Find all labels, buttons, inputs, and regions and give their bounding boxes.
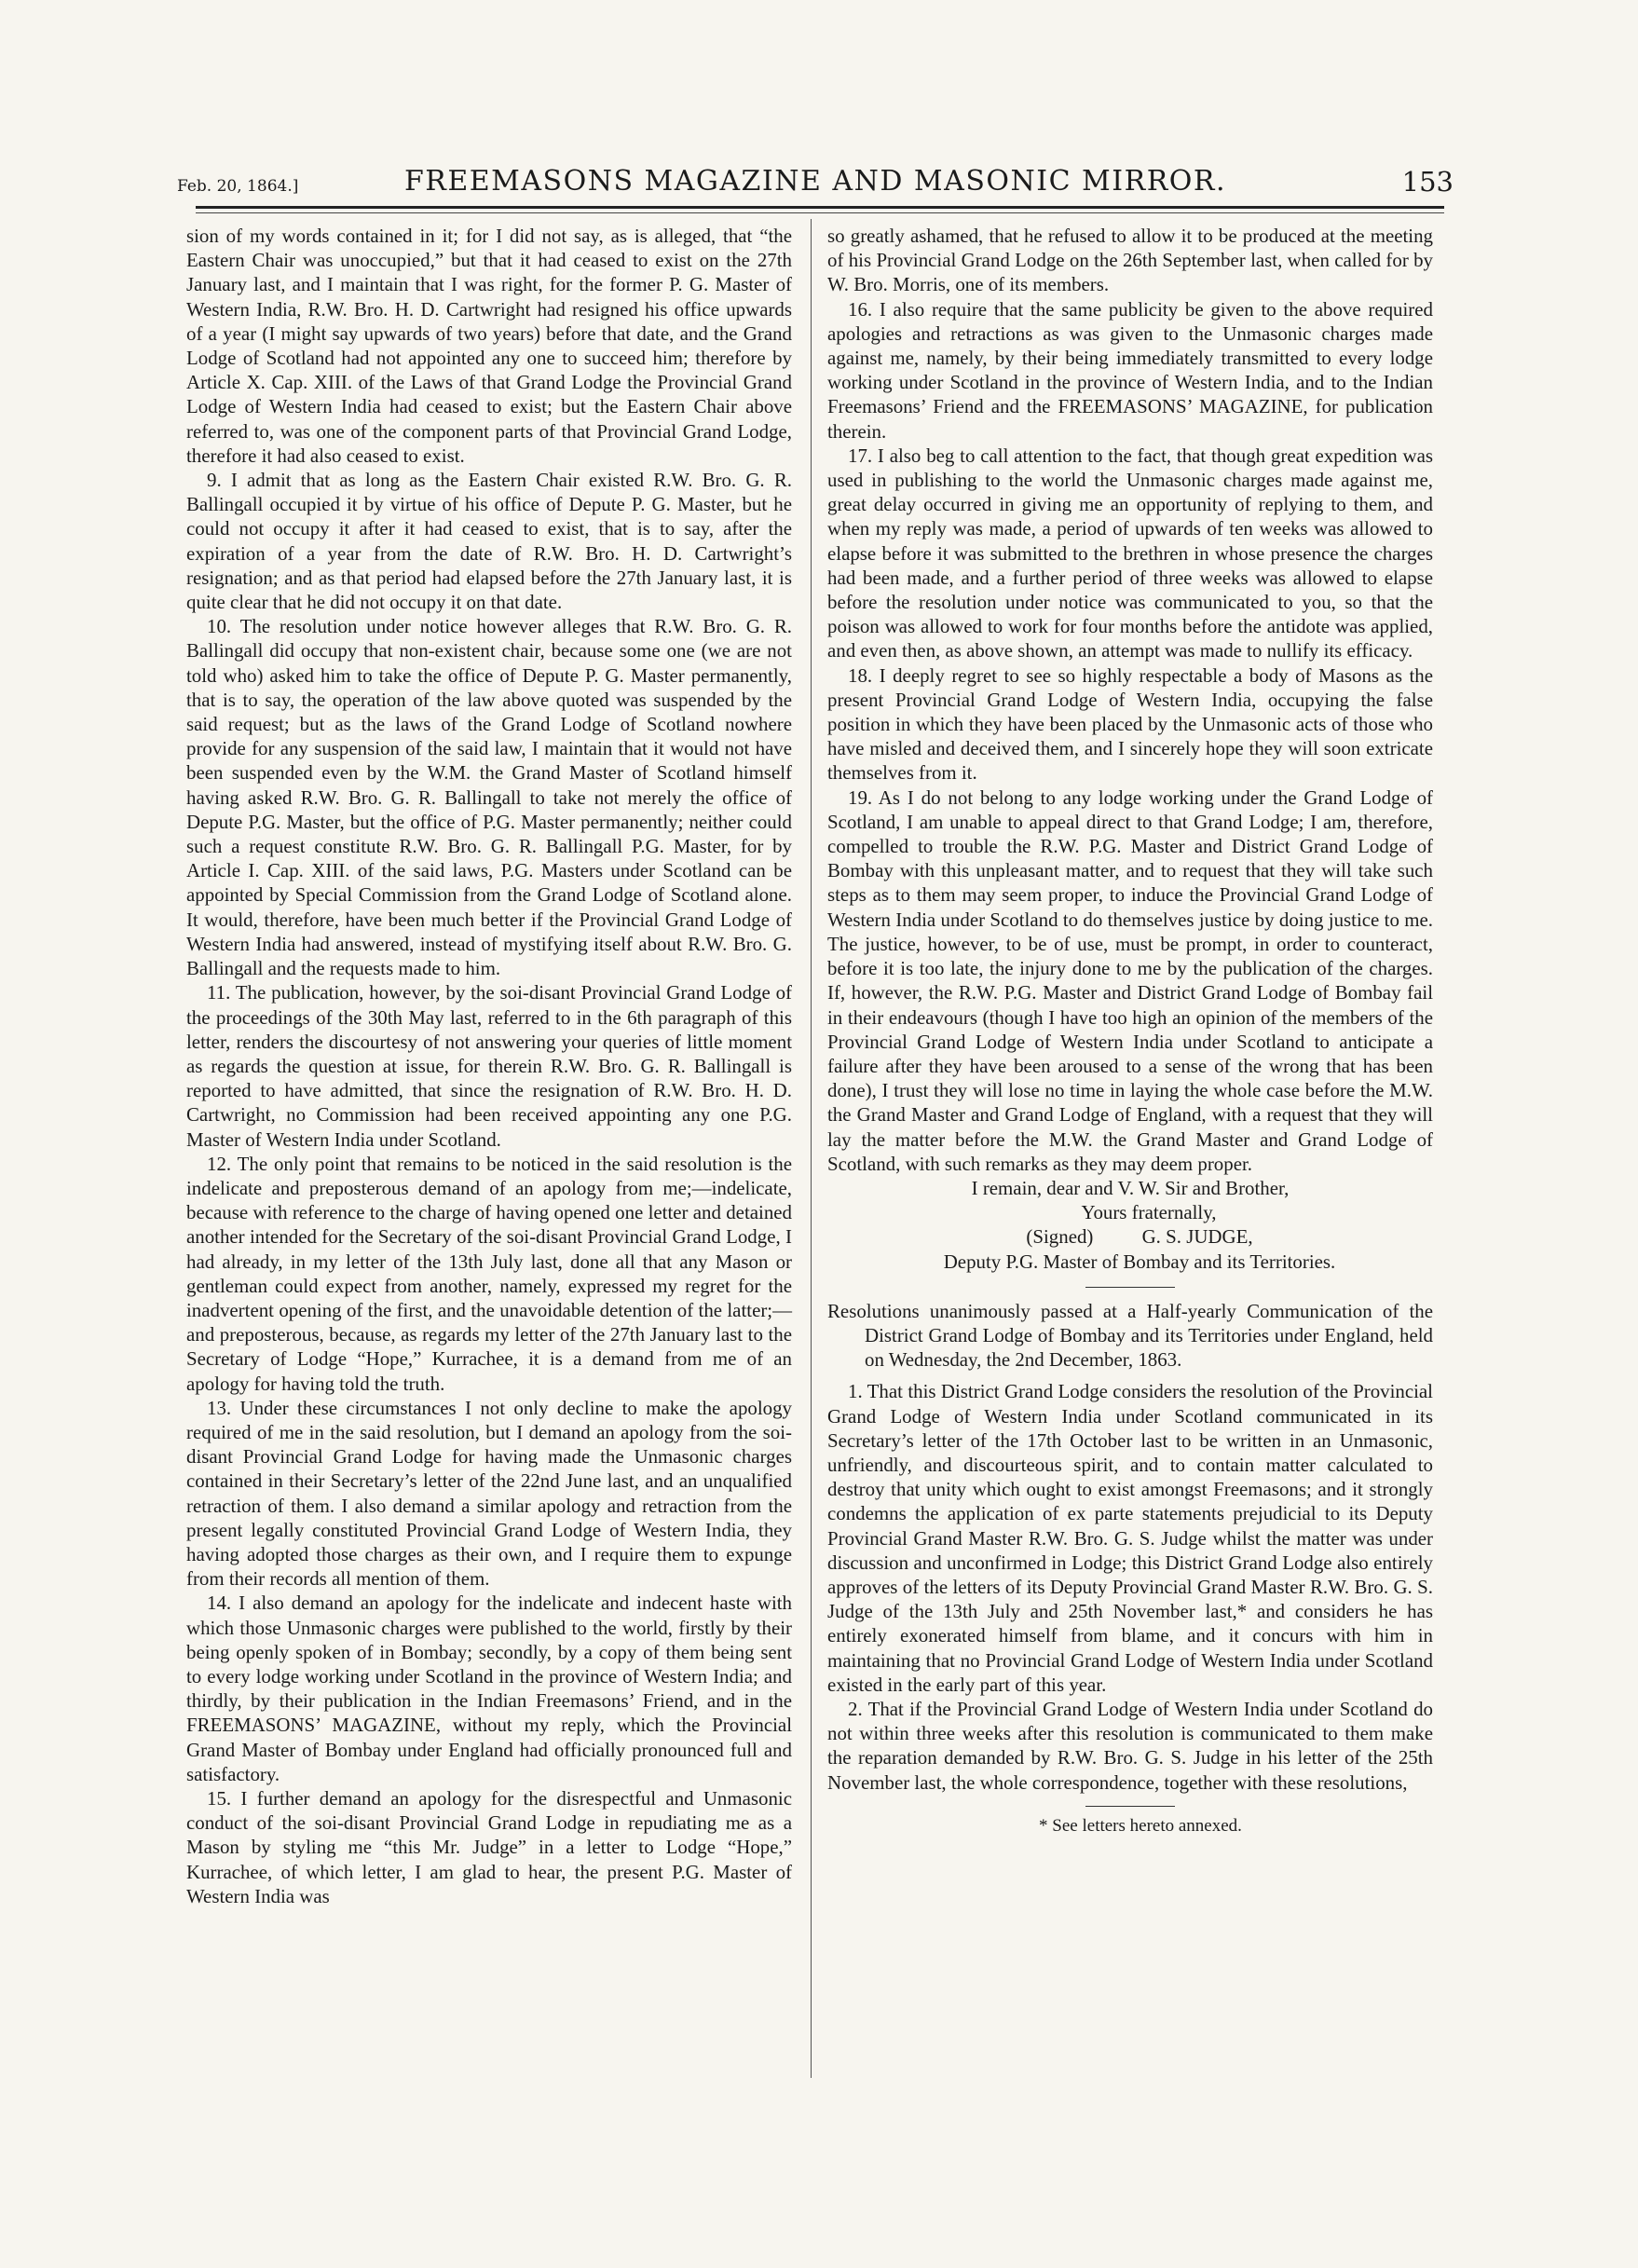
signoff-closing: I remain, dear and V. W. Sir and Brother, [971,1176,1290,1199]
footnote: * See letters hereto annexed. [1039,1815,1242,1836]
resolution-item: 2. That if the Provincial Grand Lodge of Western India under Scotland do not within three weeks after this resolution is communicated to them make the reparation demanded by R.W. Bro. G. S. Judge in his letter of the 25th November last, the whole correspondence, together with these resolutions, [827,1697,1433,1794]
paragraph: 17. I also beg to call attention to the fact, that though great expedition was used in publishing to the world the Unmasonic charges made against me, great delay occurred in giving me an opportunity of replying to them, and when my reply was made, a period of upwards of ten weeks was allowed to elapse before it was submitted to the brethren in whose presence the charges had been made, and a further period of three weeks was allowed to elapse before the resolution under notice was communicated to you, so that the poison was allowed to work for four months before the antidote was applied, and even then, as above shown, an attempt was made to nullify its efficacy. [827,444,1433,663]
issue-date: Feb. 20, 1864.] [177,177,299,196]
section-divider [1085,1287,1175,1288]
resolution-item: 1. That this District Grand Lodge considers the resolution of the Provincial Grand Lodge of Western India under Scotland communicated in its Secretary’s letter of the 17th October last to be written in an Unmasonic, unfriendly, and discourteous spirit, and to contain matter calculated to destroy that unity which ought to exist amongst Freemasons; and it strongly condemns the application of ex parte statements prejudicial to its Deputy Provincial Grand Master R.W. Bro. G. S. Judge whilst the matter was under discussion and unconfirmed in Lodge; this District Grand Lodge also entirely approves of the letters of its Deputy Provincial Grand Master R.W. Bro. G. S. Judge of the 13th July and 25th November last,* and considers he has entirely exonerated himself from blame, and it concurs with him in maintaining that no Provincial Grand Lodge of Western India under Scotland existed in the early part of this year. [827,1380,1433,1696]
resolutions-heading: Resolutions unanimously passed at a Half-yearly Communication of the District Grand Lodge of Bombay and its Territories under England, held on Wednesday, the 2nd December, 1863. [827,1299,1433,1372]
signoff-title: Deputy P.G. Master of Bombay and its Territories. [943,1250,1336,1273]
publication-title: FREEMASONS MAGAZINE AND MASONIC MIRROR. [403,165,1227,198]
paragraph: 16. I also require that the same publicity be given to the above required apologies and retractions as was given to the Unmasonic charges made against me, namely, by their being immediately transmitted to every lodge working under Scotland in the province of Western India, and to the Indian Freemasons’ Friend and the FREEMASONS’ MAGAZINE, for publication therein. [827,297,1433,443]
page-number: 153 [1401,166,1454,198]
paragraph: 10. The resolution under notice however alleges that R.W. Bro. G. R. Ballingall did occupy that non-existent chair, because some one (we are not told who) asked him to take the office of Depute P. G. Master permanently, that is to say, the operation of the law above quoted was suspended by the said request; but as the laws of the Grand Lodge of Scotland nowhere provide for any suspension of the said law, I maintain that it would not have been suspended even by the W.M. the Grand Master of Scotland himself having asked R.W. Bro. G. R. Ballingall to take not merely the office of Depute P.G. Master, but the office of P.G. Master permanently; neither could such a request constitute R.W. Bro. G. R. Ballingall P.G. Master, for by Article I. Cap. XIII. of the said laws, P.G. Masters under Scotland can be appointed by Special Commission from the Grand Lodge of Scotland alone. It would, therefore, have been much better if the Provincial Grand Lodge of Western India had answered, instead of mystifying itself about R.W. Bro. G. Ballingall and the requests made to him. [186,615,792,980]
signoff-fraternally: Yours fraternally, [1081,1201,1217,1224]
footnote-divider [1085,1806,1175,1807]
paragraph: 9. I admit that as long as the Eastern Chair existed R.W. Bro. G. R. Ballingall occupied it by virtue of his office of Depute P. G. Master, but he could not occupy it after it had ceased to exist, that is to say, after the expiration of a year from the date of R.W. Bro. H. D. Cartwright’s resignation; and as that period had elapsed before the 27th January last, it is quite clear that he did not occupy it on that date. [186,469,792,614]
right-column [827,224,1433,1838]
column-divider [811,219,812,2078]
paragraph: 14. I also demand an apology for the indelicate and indecent haste with which those Unmasonic charges were published to the world, firstly by their being openly spoken of in Bombay; secondly, by a copy of them being sent to every lodge working under Scotland in the province of Western India; and thirdly, by their publication in the Indian Freemasons’ Friend, and in the FREEMASONS’ MAGAZINE, without my reply, which the Provincial Grand Master of Bombay under England had officially pronounced full and satisfactory. [186,1592,792,1785]
page-header [177,157,1454,198]
paragraph: 18. I deeply regret to see so highly respectable a body of Masons as the present Provincial Grand Lodge of Western India, occupying the false position in which they have been placed by the Unmasonic acts of those who have misled and deceived them, and I sincerely hope they will soon extricate themselves from it. [827,663,1433,785]
paragraph: 15. I further demand an apology for the disrespectful and Unmasonic conduct of the soi-disant Provincial Grand Lodge in repudiating me as a Mason by styling me “this Mr. Judge” in a letter to Lodge “Hope,” Kurrachee, of which letter, I am glad to hear, the present P.G. Master of Western India was [186,1787,792,1907]
signoff-signature: (Signed) G. S. JUDGE, [1026,1225,1253,1249]
paragraph: sion of my words contained in it; for I did not say, as is alleged, that “the Eastern Chair was unoccupied,” but that it had ceased to exist on the 27th January last, and I maintain that I was right, for the former P. G. Master of Western India, R.W. Bro. H. D. Cartwright had resigned his office upwards of a year (I might say upwards of two years) before that date, and the Grand Lodge of Scotland had not appointed any one to succeed him; therefore by Article X. Cap. XIII. of the Laws of that Grand Lodge the Provincial Grand Lodge of Western India had ceased to exist; but the Eastern Chair above referred to, was one of the component parts of that Provincial Grand Lodge, therefore it had also ceased to exist. [186,225,792,467]
left-column [186,224,792,1908]
paragraph: 13. Under these circumstances I not only decline to make the apology required of me in the said resolution, but I demand an apology from the soi-disant Provincial Grand Lodge for having made the Unmasonic charges contained in their Secretary’s letter of the 22nd June last, and an unqualified retraction of them. I also demand a similar apology and retraction from the present legally constituted Provincial Grand Lodge of Western India, they having adopted those charges as their own, and I require them to expunge from their records all mention of them. [186,1396,792,1591]
paragraph: 11. The publication, however, by the soi-disant Provincial Grand Lodge of the proceedings of the 30th May last, referred to in the 6th paragraph of this letter, renders the discourtesy of not answering your queries of little moment as regards the question at issue, for therein R.W. Bro. G. R. Ballingall is reported to have admitted, that since the resignation of R.W. Bro. H. D. Cartwright, no Commission had been received appointing any one P.G. Master of Western India under Scotland. [186,981,792,1151]
header-rule-thick [196,206,1444,209]
letter-signoff [827,1176,1433,1274]
header-rule-thin [196,212,1444,213]
paragraph: 12. The only point that remains to be noticed in the said resolution is the indelicate and preposterous demand of an apology from me;—indelicate, because with reference to the charge of having opened one letter and detained another intended for the Secretary of the soi-disant Provincial Grand Lodge, I had already, in my letter of the 13th July last, done all that any Mason or gentleman could expect from another, namely, expressed my regret for the inadvertent opening of the first, and the unavoidable detention of the latter;—and preposterous, because, as regards my letter of the 27th January last to the Secretary of Lodge “Hope,” Kurrachee, it is a demand from me of an apology for having told the truth. [186,1152,792,1395]
paragraph: 19. As I do not belong to any lodge working under the Grand Lodge of Scotland, I am unable to appeal direct to that Grand Lodge; I am, therefore, compelled to trouble the R.W. P.G. Master and District Grand Lodge of Bombay with this unpleasant matter, and to request that they will take such steps as to them may seem proper, to induce the Provincial Grand Lodge of Western India under Scotland to do themselves justice by doing justice to me. The justice, however, to be of use, must be prompt, in order to counteract, before it is too late, the injury done to me by the publication of the charges. If, however, the R.W. P.G. Master and District Grand Lodge of Bombay fail in their endeavours (though I have too high an opinion of the members of the Provincial Grand Lodge of Western India under Scotland to anticipate a failure after they have been aroused to a sense of the wrong that has been done), I trust they will lose no time in laying the whole case before the M.W. the Grand Master and Grand Lodge of England, with a request that they will lay the matter before the M.W. the Grand Master and Grand Lodge of Scotland, with such remarks as they may deem proper. [827,786,1433,1175]
paragraph: so greatly ashamed, that he refused to allow it to be produced at the meeting of his Provincial Grand Lodge on the 26th September last, when called for by W. Bro. Morris, one of its members. [827,225,1433,296]
